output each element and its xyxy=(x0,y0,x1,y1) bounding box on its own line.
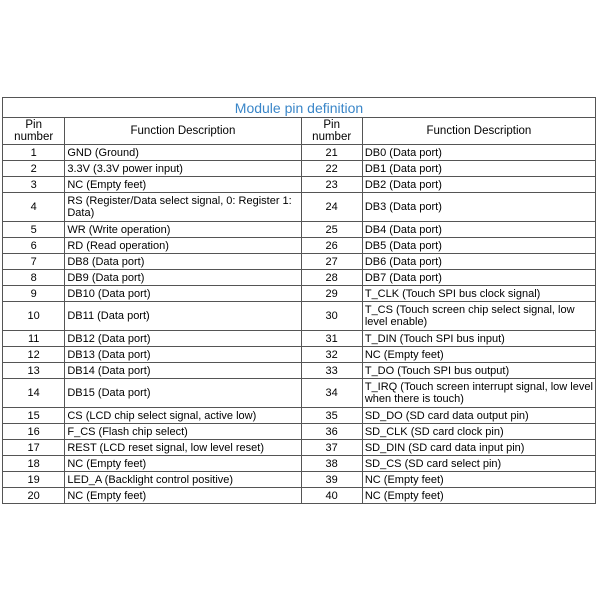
function-description-left: RS (Register/Data select signal, 0: Register 1: Data) xyxy=(65,193,301,222)
function-description-left: RD (Read operation) xyxy=(65,238,301,254)
function-description-right: DB1 (Data port) xyxy=(362,161,595,177)
table-row xyxy=(3,379,596,408)
pin-number-right: 29 xyxy=(301,286,362,302)
pin-number-right: 21 xyxy=(301,145,362,161)
function-description-right: SD_DIN (SD card data input pin) xyxy=(362,440,595,456)
function-description-right: SD_CLK (SD card clock pin) xyxy=(362,424,595,440)
table-row xyxy=(3,222,596,238)
pin-number-right: 23 xyxy=(301,177,362,193)
function-description-left: DB11 (Data port) xyxy=(65,302,301,331)
pin-number-right: 39 xyxy=(301,472,362,488)
function-description-right: T_CS (Touch screen chip select signal, low level enable) xyxy=(362,302,595,331)
function-description-right: DB4 (Data port) xyxy=(362,222,595,238)
pin-number-right: 34 xyxy=(301,379,362,408)
function-description-right: DB6 (Data port) xyxy=(362,254,595,270)
pin-number-left: 19 xyxy=(3,472,65,488)
function-description-left: DB15 (Data port) xyxy=(65,379,301,408)
function-description-left: REST (LCD reset signal, low level reset) xyxy=(65,440,301,456)
function-description-left: DB9 (Data port) xyxy=(65,270,301,286)
function-description-right: SD_DO (SD card data output pin) xyxy=(362,408,595,424)
table-row xyxy=(3,145,596,161)
pin-number-right: 37 xyxy=(301,440,362,456)
function-description-left: WR (Write operation) xyxy=(65,222,301,238)
pin-definition-table xyxy=(2,97,596,504)
pin-number-left: 15 xyxy=(3,408,65,424)
function-description-left: GND (Ground) xyxy=(65,145,301,161)
table-row xyxy=(3,254,596,270)
table-row xyxy=(3,270,596,286)
table-row xyxy=(3,331,596,347)
function-description-left: NC (Empty feet) xyxy=(65,177,301,193)
function-description-left: LED_A (Backlight control positive) xyxy=(65,472,301,488)
function-description-right: DB3 (Data port) xyxy=(362,193,595,222)
table-row xyxy=(3,488,596,504)
table-row xyxy=(3,456,596,472)
function-description-right: DB2 (Data port) xyxy=(362,177,595,193)
pin-number-left: 5 xyxy=(3,222,65,238)
pin-number-right: 30 xyxy=(301,302,362,331)
pin-number-left: 8 xyxy=(3,270,65,286)
table-row xyxy=(3,440,596,456)
pin-number-left: 20 xyxy=(3,488,65,504)
pin-number-right: 27 xyxy=(301,254,362,270)
pin-number-left: 1 xyxy=(3,145,65,161)
pin-number-left: 11 xyxy=(3,331,65,347)
pin-number-left: 16 xyxy=(3,424,65,440)
header-pin-number-left: Pin number xyxy=(3,118,65,145)
table-row xyxy=(3,363,596,379)
function-description-left: NC (Empty feet) xyxy=(65,488,301,504)
function-description-left: 3.3V (3.3V power input) xyxy=(65,161,301,177)
function-description-right: DB5 (Data port) xyxy=(362,238,595,254)
pin-number-left: 18 xyxy=(3,456,65,472)
pin-number-right: 38 xyxy=(301,456,362,472)
function-description-left: DB14 (Data port) xyxy=(65,363,301,379)
function-description-right: DB7 (Data port) xyxy=(362,270,595,286)
function-description-right: NC (Empty feet) xyxy=(362,347,595,363)
pin-number-right: 24 xyxy=(301,193,362,222)
pin-number-right: 32 xyxy=(301,347,362,363)
pin-number-left: 12 xyxy=(3,347,65,363)
table-row xyxy=(3,161,596,177)
pin-number-right: 25 xyxy=(301,222,362,238)
function-description-right: T_CLK (Touch SPI bus clock signal) xyxy=(362,286,595,302)
pin-number-right: 35 xyxy=(301,408,362,424)
pin-number-left: 2 xyxy=(3,161,65,177)
function-description-left: DB10 (Data port) xyxy=(65,286,301,302)
header-pin-number-right: Pin number xyxy=(301,118,362,145)
header-row xyxy=(3,118,596,145)
function-description-right: SD_CS (SD card select pin) xyxy=(362,456,595,472)
pin-number-right: 33 xyxy=(301,363,362,379)
function-description-right: T_DO (Touch SPI bus output) xyxy=(362,363,595,379)
pin-number-left: 14 xyxy=(3,379,65,408)
function-description-right: T_IRQ (Touch screen interrupt signal, low level when there is touch) xyxy=(362,379,595,408)
table-row xyxy=(3,238,596,254)
function-description-right: T_DIN (Touch SPI bus input) xyxy=(362,331,595,347)
pin-number-right: 36 xyxy=(301,424,362,440)
pin-number-left: 4 xyxy=(3,193,65,222)
pin-number-right: 40 xyxy=(301,488,362,504)
header-function-right: Function Description xyxy=(362,118,595,145)
header-function-left: Function Description xyxy=(65,118,301,145)
pin-number-right: 31 xyxy=(301,331,362,347)
table-row xyxy=(3,408,596,424)
table-row xyxy=(3,472,596,488)
pin-number-left: 17 xyxy=(3,440,65,456)
table-row xyxy=(3,347,596,363)
function-description-left: DB13 (Data port) xyxy=(65,347,301,363)
pin-number-left: 13 xyxy=(3,363,65,379)
function-description-left: DB12 (Data port) xyxy=(65,331,301,347)
table-title: Module pin definition xyxy=(3,98,596,118)
pin-number-left: 6 xyxy=(3,238,65,254)
table-row xyxy=(3,302,596,331)
function-description-right: NC (Empty feet) xyxy=(362,472,595,488)
pin-number-left: 10 xyxy=(3,302,65,331)
table-row xyxy=(3,177,596,193)
pin-number-right: 28 xyxy=(301,270,362,286)
function-description-right: DB0 (Data port) xyxy=(362,145,595,161)
pin-number-right: 26 xyxy=(301,238,362,254)
pin-number-left: 9 xyxy=(3,286,65,302)
function-description-left: CS (LCD chip select signal, active low) xyxy=(65,408,301,424)
table-row xyxy=(3,424,596,440)
function-description-left: F_CS (Flash chip select) xyxy=(65,424,301,440)
table-row xyxy=(3,286,596,302)
pin-number-left: 7 xyxy=(3,254,65,270)
table-row xyxy=(3,193,596,222)
pin-number-left: 3 xyxy=(3,177,65,193)
pin-number-right: 22 xyxy=(301,161,362,177)
function-description-left: DB8 (Data port) xyxy=(65,254,301,270)
pin-definition-table-container xyxy=(2,97,596,504)
function-description-right: NC (Empty feet) xyxy=(362,488,595,504)
function-description-left: NC (Empty feet) xyxy=(65,456,301,472)
